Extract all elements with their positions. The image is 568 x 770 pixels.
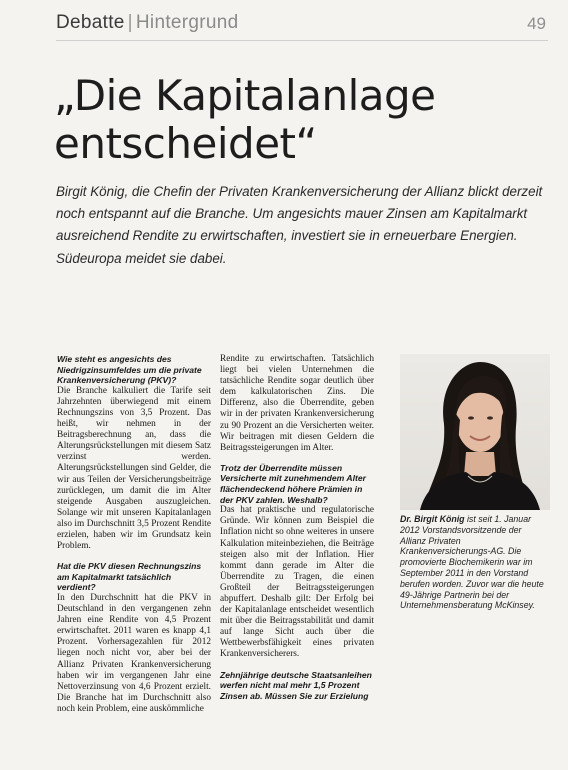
section-header — [56, 12, 238, 34]
section-separator: | — [127, 12, 133, 33]
article-column-1 — [57, 354, 211, 715]
photo-caption — [400, 514, 548, 611]
headline: „Die Kapitalanlage entscheidet“ — [54, 71, 436, 168]
portrait-photo — [400, 354, 550, 510]
article-column-2 — [220, 354, 374, 701]
header-rule — [56, 40, 548, 41]
lead-paragraph: Birgit König, die Chefin der Privaten Krankenversicherung der Allianz blickt derzeit noch entspannt auf die Branche. Um angesichts mauer Zinsen am Kapitalmarkt ausreichend Rendite zu erwirtschaften, investiert sie in erneuerbare Energien. Südeuropa meidet sie dabei. — [56, 184, 543, 266]
interview-question: Hat die PKV diesen Rechnungszins am Kapitalmarkt tatsächlich verdient? — [57, 561, 202, 593]
interview-answer: Die Branche kalkuliert die Tarife seit Jahrzehnten überwiegend mit einem Rechnungszins von 3,5 Prozent. Das heißt, wir nehmen in der Beitragsberechnung an, dass die Alterungsrückstellungen mit diesem Satz verzinst werden. Alterungsrückstellungen sind Gelder, die wir aus Teilen der Versicherungsbeiträge zurücklegen, um damit die im Alter steigende Ausgaben auszugleichen. Solange wir mit unseren Kapitalanlagen also im Durchschnitt 3,5 Prozent Rendite erzielen, haben wir im Grundsatz kein Problem. — [57, 385, 211, 552]
portrait-illustration — [400, 354, 550, 510]
subsection-label: Hintergrund — [135, 12, 239, 33]
paragraph-gap — [220, 661, 374, 670]
caption-name: Dr. Birgit König — [400, 514, 465, 524]
interview-question: Zehnjährige deutsche Staatsanleihen werfen nicht mal mehr 1,5 Prozent Zinsen ab. Müssen Sie zur Erzielung — [220, 669, 372, 701]
interview-answer: Das hat praktische und regulatorische Gründe. Wir können zum Beispiel die Inflation nicht so ohne weiteres in unsere Kalkulation miteinbeziehen, die Beiträge steigen also mit der Inflation. Hier kommt dann gerade im Alter die Überrendite zu Tragen, die einen Großteil der Beitragssteigerungen abpuffert. Deshalb gilt: Der Erfolg bei der Kapitalanlage entscheidet wesentlich mit über die Beitragsstabilität und damit auf lange Sicht auch über die Wettbewerbsfähigkeit eines privaten Krankenversicherers. — [220, 505, 374, 660]
paragraph-gap — [220, 454, 374, 463]
paragraph-gap — [57, 552, 211, 561]
caption-text: ist seit 1. Januar 2012 Vorstandsvorsitzende der Allianz Privaten Krankenversicherungs-AG. Die promovierte Biochemikerin war im September 2011 in den Vorstand berufen worden. Zuvor war die heute 49-Jährige Partnerin bei der Unternehmensberatung McKinsey. — [400, 514, 544, 611]
interview-question: Wie steht es angesichts des Niedrigzinsumfeldes um die private Krankenversicherung (PKV)? — [57, 354, 202, 386]
section-label: Debatte — [56, 12, 125, 33]
interview-answer: In den Durchschnitt hat die PKV in Deutschland in den vergangenen zehn Jahren eine Rendite von 4,5 Prozent erwirtschaftet. 2011 waren es knapp 4,1 Prozent. Vorhersagezahlen für 2012 liegen noch nicht vor, aber bei der Allianz Privaten Krankenversicherung haben wir im vergangenen Jahr eine Nettoverzinsung von 4,6 Prozent erzielt. Die Branche hat im Durchschnitt also noch kein Problem, eine auskömmliche — [57, 592, 211, 714]
interview-question: Trotz der Überrendite müssen Versicherte mit zunehmendem Alter flächendeckend höhere Prämien in der PKV zahlen. Weshalb? — [220, 462, 366, 505]
page-number: 49 — [527, 14, 546, 33]
interview-answer: Rendite zu erwirtschaften. Tatsächlich liegt bei vielen Unternehmen die tatsächliche Rendite sogar deutlich über dem kalkulatorischen Zins. Die Differenz, also die Überrendite, geben wir in der privaten Krankenversicherung zu 90 Prozent an die Versicherten weiter. Wir beitragen mit diesen Geldern die Beitragssteigerungen im Alter. — [220, 354, 374, 453]
margin-strip — [10, 610, 16, 720]
